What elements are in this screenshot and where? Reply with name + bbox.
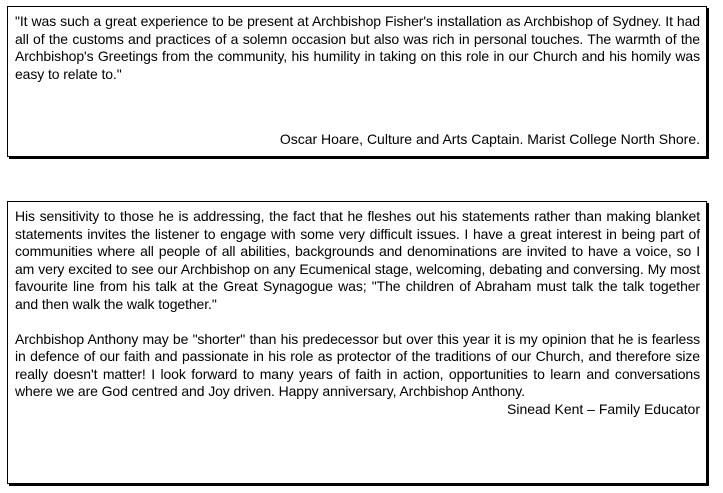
testimonial-box-sinead	[7, 201, 707, 484]
testimonial-paragraph-1: His sensitivity to those he is addressing, the fact that he fleshes out his statements rather than making blanket statements invites the listener to engage with some very difficult issues. I have a great interest in being part of communities where all people of all abilities, backgrounds and denominations are invited to have a voice, so I am very excited to see our Archbishop on any Ecumenical stage, welcoming, debating and conversing. My most favourite line from his talk at the Great Synagogue was; "The children of Abraham must talk the talk together and then walk the walk together."	[15, 208, 700, 312]
testimonial-attribution: Oscar Hoare, Culture and Arts Captain. Marist College North Shore.	[279, 131, 700, 148]
testimonial-quote-text: "It was such a great experience to be present at Archbishop Fisher's installation as Archbishop of Sydney. It had all of the customs and practices of a solemn occasion but also was rich in personal touches. The warmth of the Archbishop's Greetings from the community, his humility in taking on this role in our Church and his homily was easy to relate to."	[15, 13, 700, 82]
testimonial-paragraph-2: Archbishop Anthony may be "shorter" than his predecessor but over this year it is my opinion that he is fearless in defence of our faith and passionate in his role as protector of the traditions of our Church, and therefore size really doesn't matter! I look forward to many years of faith in action, opportunities to learn and conversations where we are God centred and Joy driven. Happy anniversary, Archbishop Anthony.	[15, 330, 700, 400]
testimonial-attribution: Sinead Kent – Family Educator	[507, 400, 700, 417]
testimonial-box-oscar	[7, 6, 707, 157]
